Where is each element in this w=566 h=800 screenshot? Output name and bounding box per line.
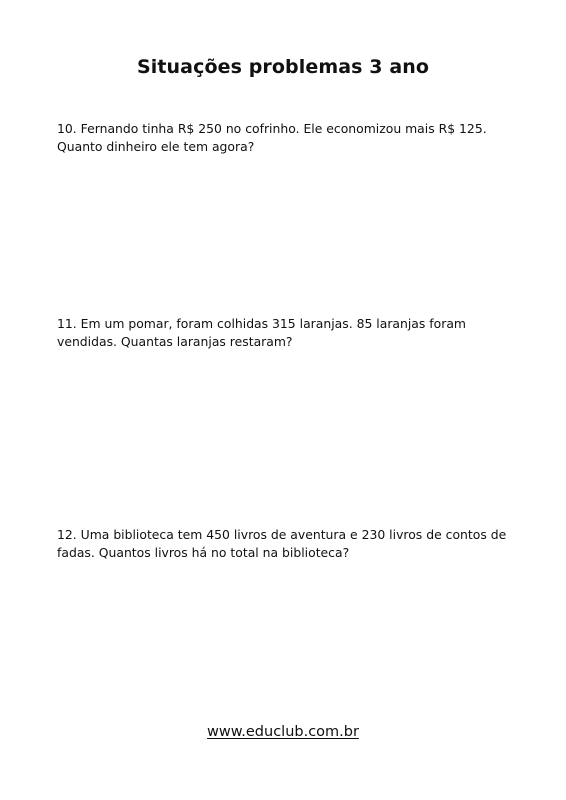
page-title: Situações problemas 3 ano	[136, 56, 430, 78]
question-10: 10. Fernando tinha R$ 250 no cofrinho. Ele economizou mais R$ 125. Quanto dinheiro ele tem agora?	[57, 121, 487, 154]
footer-website-link[interactable]: www.educlub.com.br	[207, 724, 359, 740]
question-12: 12. Uma biblioteca tem 450 livros de aventura e 230 livros de contos de fadas. Quantos livros há no total na biblioteca?	[57, 527, 507, 560]
question-11: 11. Em um pomar, foram colhidas 315 laranjas. 85 laranjas foram vendidas. Quantas laranjas restaram?	[57, 316, 466, 349]
footer	[0, 724, 566, 740]
